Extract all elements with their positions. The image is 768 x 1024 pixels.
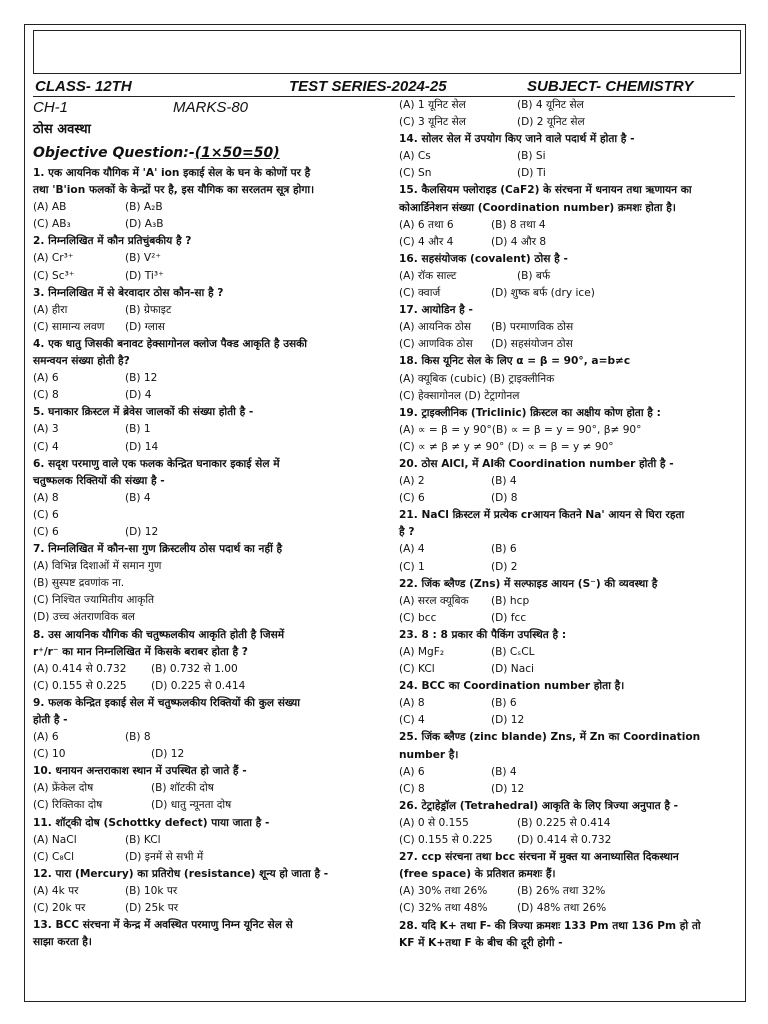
- option-a: (C) 3 यूनिट सेल: [399, 116, 466, 129]
- option-row: [399, 388, 739, 405]
- question-text: [33, 233, 393, 250]
- option-row: [399, 593, 739, 610]
- subject-label: SUBJECT- CHEMISTRY: [527, 78, 694, 95]
- option-row: [399, 541, 739, 558]
- option-row: [33, 370, 393, 387]
- option-a: (C) 4 और 4: [399, 235, 454, 248]
- line-text: 7. निम्नलिखित में कौन-सा गुण क्रिस्टलीय ठोस पदार्थ का नहीं है: [33, 543, 283, 556]
- option-b: (D) Ti³⁺: [125, 269, 164, 282]
- line-text: 17. आयोडिन है -: [399, 304, 473, 317]
- option-a: (C) 6: [33, 525, 59, 538]
- question-text: [399, 405, 739, 422]
- line-text: 26. टेट्राहेड्रॉल (Tetrahedral) आकृति के लिए त्रिज्या अनुपात है -: [399, 799, 679, 812]
- line-text: (A) ∝ = β = y 90°(B) ∝ = β = y = 90°, β≠ 90°: [399, 423, 642, 436]
- option-row: [399, 559, 739, 576]
- objective-heading: [33, 141, 393, 165]
- option-a: (A) 1 यूनिट सेल: [399, 99, 466, 111]
- line-text: (A) विभिन्न दिशाओं में समान गुण: [33, 560, 162, 573]
- option-b: (B) 0.732 से 1.00: [151, 662, 238, 675]
- option-b: (D) 0.414 से 0.732: [517, 834, 612, 847]
- line-text: 12. पारा (Mercury) का प्रतिरोध (resistance) शून्य हो जाता है -: [33, 867, 329, 880]
- line-text: KF में K+तथा F के बीच की दूरी होगी -: [399, 936, 563, 949]
- option-b: (D) ग्लास: [125, 320, 165, 333]
- line-text: 8. उस आयनिक यौगिक की चतुष्फलकीय आकृति होती है जिसमें: [33, 628, 285, 641]
- option-row: [399, 815, 739, 832]
- option-row: [33, 609, 393, 626]
- option-row: [33, 490, 393, 507]
- question-text: [33, 917, 393, 934]
- option-b: (B) 4: [125, 491, 151, 504]
- option-a: (A) 4: [399, 543, 425, 556]
- option-a: (C) 32% तथा 48%: [399, 902, 488, 915]
- option-b: (D) 12: [151, 748, 185, 761]
- option-row: [399, 234, 739, 251]
- question-text: [33, 934, 393, 951]
- option-row: [399, 644, 739, 661]
- option-b: (B) A₂B: [125, 201, 163, 214]
- line-text: है ?: [399, 526, 415, 539]
- option-row: [33, 268, 393, 285]
- line-text: होती है -: [33, 714, 68, 726]
- line-text: r⁺/r⁻ का मान निम्नलिखित में किसके बराबर होता है ?: [33, 645, 248, 658]
- option-row: [399, 900, 739, 917]
- option-b: (D) 2 यूनिट सेल: [517, 116, 585, 129]
- option-a: (A) 0.414 से 0.732: [33, 662, 127, 675]
- line-text: 23. 8 : 8 प्रकार की पैकिंग उपस्थित है :: [399, 628, 567, 641]
- option-a: (C) 0.155 से 0.225: [399, 834, 493, 847]
- option-b: (D) 0.225 से 0.414: [151, 679, 246, 692]
- option-row: [33, 302, 393, 319]
- option-row: [399, 148, 739, 165]
- option-b: (B) 6: [491, 543, 517, 556]
- question-text: [33, 182, 393, 199]
- option-row: [33, 507, 393, 524]
- option-a: (A) MgF₂: [399, 646, 445, 658]
- option-a: (A) 8: [399, 697, 425, 710]
- option-b: (B) 4: [491, 475, 517, 488]
- question-text: [33, 712, 393, 729]
- option-a: (A) 6: [399, 765, 425, 778]
- option-b: (D) 25k पर: [125, 902, 179, 915]
- option-b: (D) 2: [491, 560, 518, 573]
- option-a: (A) NaCl: [33, 833, 77, 846]
- option-b: (D) 48% तथा 26%: [517, 902, 607, 915]
- option-a: (C) 1: [399, 560, 425, 573]
- line-text: (A) क्यूबिक (cubic) (B) ट्राइक्लीनिक: [399, 372, 555, 385]
- question-text: [399, 251, 739, 268]
- line-text: 5. घनाकार क्रिस्टल में ब्रेवेस जालकों की संख्या होती है -: [33, 406, 254, 419]
- line-text: 11. शॉट्‌की दोष (Schottky defect) पाया जाता है -: [33, 816, 270, 829]
- option-b: (D) 12: [491, 782, 525, 795]
- line-text: 22. जिंक ब्लैण्ड (Zns) में सल्फाइड आयन (S⁻) की व्यवस्था है: [399, 577, 658, 590]
- chapter-row: [33, 97, 393, 119]
- objective-marks: (1×50=50): [194, 145, 280, 161]
- option-b: (D) fcc: [491, 611, 527, 624]
- line-text: 28. यदि K+ तथा F- की त्रिज्या क्रमशः 133 Pm तथा 136 Pm हो तो: [399, 919, 701, 932]
- question-text: [399, 627, 739, 644]
- option-row: [399, 371, 739, 388]
- option-row: [33, 900, 393, 917]
- line-text: (C) 6: [33, 508, 59, 521]
- line-text: चतुष्फलक रिक्तियों की संख्या है -: [33, 474, 165, 487]
- option-a: (C) KCl: [399, 663, 435, 676]
- line-text: 24. BCC का Coordination number होता है।: [399, 680, 625, 693]
- option-a: (C) Sn: [399, 167, 432, 180]
- option-a: (C) 4: [399, 714, 425, 727]
- option-row: [33, 661, 393, 678]
- option-b: (D) 12: [491, 714, 525, 727]
- option-b: (B) बर्फ: [517, 269, 551, 282]
- option-row: [33, 832, 393, 849]
- question-text: [399, 353, 739, 370]
- line-text: (C) हेक्सागोनल (D) टेट्रागोनल: [399, 389, 520, 402]
- option-row: [33, 199, 393, 216]
- option-a: (C) C₈Cl: [33, 850, 75, 863]
- question-text: [399, 849, 739, 866]
- option-b: (D) इनमें से सभी में: [125, 850, 204, 863]
- question-text: [33, 285, 393, 302]
- line-text: (free space) के प्रतिशत क्रमशः हैं।: [399, 868, 556, 881]
- option-b: (B) परमाणविक ठोस: [491, 321, 574, 334]
- option-b: (B) 8 तथा 4: [491, 218, 546, 231]
- line-text: 2. निम्नलिखित में कौन प्रतिचुंबकीय है ?: [33, 235, 192, 248]
- line-text: 20. ठोस AlCl, में Alकी Coordination number होती है -: [399, 457, 674, 470]
- line-text: (D) उच्च अंतराणविक बल: [33, 611, 135, 624]
- option-a: (A) फ्रेंकेल दोष: [33, 782, 94, 795]
- question-text: [33, 541, 393, 558]
- question-text: [399, 747, 739, 764]
- option-b: (B) CₛCL: [491, 646, 535, 658]
- option-row: [399, 610, 739, 627]
- option-b: (B) ग्रेफाइट: [125, 303, 172, 316]
- option-a: (C) सामान्य लवण: [33, 320, 105, 333]
- line-text: 10. धनायन अन्तराकाश स्थान में उपस्थित हो जाते हैं -: [33, 765, 247, 778]
- line-text: 9. फलक केन्द्रित इकाई सेल में चतुष्फलकीय रिक्तियों की कुल संख्या: [33, 696, 300, 709]
- option-b: (B) 0.225 से 0.414: [517, 816, 611, 829]
- question-text: [399, 456, 739, 473]
- option-b: (B) 10k पर: [125, 884, 178, 897]
- option-a: (A) Cs: [399, 150, 431, 163]
- question-text: [33, 627, 393, 644]
- option-row: [33, 319, 393, 336]
- option-row: [399, 97, 739, 114]
- line-text: 13. BCC संरचना में केन्द्र में अवस्थित परमाणु निम्न यूनिट सेल से: [33, 919, 293, 932]
- question-text: [399, 678, 739, 695]
- option-row: [399, 490, 739, 507]
- option-row: [399, 319, 739, 336]
- option-row: [33, 421, 393, 438]
- option-a: (A) AB: [33, 201, 67, 214]
- option-a: (C) 8: [399, 782, 425, 795]
- option-a: (C) रिक्तिका दोष: [33, 799, 103, 812]
- question-text: [33, 404, 393, 421]
- option-b: (B) 26% तथा 32%: [517, 885, 606, 898]
- line-text: number है।: [399, 748, 459, 761]
- line-text: 6. सदृश परमाणु वाले एक फलक केन्द्रित घनाकार इकाई सेल में: [33, 457, 280, 470]
- line-text: तथा 'B'ion फलकों के केन्द्रों पर है, इस यौगिक का सरलतम सूत्र होगा।: [33, 184, 315, 197]
- option-row: [399, 832, 739, 849]
- line-text: 1. एक आयनिक यौगिक में 'A' ion इकाई सेल के घन के कोणों पर है: [33, 167, 311, 179]
- option-a: (A) 30% तथा 26%: [399, 885, 488, 898]
- option-row: [399, 695, 739, 712]
- line-text: (C) निश्चित ज्यामितीय आकृति: [33, 594, 155, 607]
- option-row: [399, 712, 739, 729]
- line-text: कोआर्डिनेशन संख्या (Coordination number) क्रमशः होता है।: [399, 201, 676, 214]
- question-text: [399, 131, 739, 148]
- option-row: [399, 268, 739, 285]
- option-row: [33, 797, 393, 814]
- option-row: [399, 217, 739, 234]
- question-text: [399, 507, 739, 524]
- option-a: (A) 4k पर: [33, 884, 79, 897]
- question-text: [33, 815, 393, 832]
- question-text: [399, 918, 739, 935]
- option-row: [33, 575, 393, 592]
- option-a: (A) 0 से 0.155: [399, 816, 469, 829]
- question-text: [33, 695, 393, 712]
- question-text: [33, 456, 393, 473]
- option-a: (A) Cr³⁺: [33, 252, 74, 265]
- question-text: [399, 798, 739, 815]
- option-a: (C) क्वार्ज: [399, 287, 441, 300]
- line-text: (B) सुस्पष्ट द्रवणांक ना.: [33, 577, 125, 590]
- option-row: [399, 336, 739, 353]
- question-text: [399, 866, 739, 883]
- option-b: (B) Si: [517, 150, 546, 163]
- option-a: (C) Sc³⁺: [33, 269, 75, 282]
- option-a: (A) 3: [33, 423, 59, 436]
- option-row: [33, 387, 393, 404]
- line-text: 27. ccp संरचना तथा bcc संरचना में मुक्त या अनाध्यासित दिकस्थान: [399, 851, 679, 864]
- question-text: [399, 302, 739, 319]
- option-b: (D) Ti: [517, 167, 546, 180]
- option-a: (C) 4: [33, 440, 59, 453]
- option-b: (D) 4: [125, 389, 152, 402]
- option-b: (B) 8: [125, 731, 151, 744]
- objective-label: Objective Question:-: [33, 145, 195, 161]
- option-b: (D) 12: [125, 525, 159, 538]
- option-b: (D) 4 और 8: [491, 235, 547, 248]
- option-b: (B) 4: [491, 765, 517, 778]
- option-row: [399, 285, 739, 302]
- option-b: (B) 4 यूनिट सेल: [517, 99, 584, 111]
- option-row: [33, 746, 393, 763]
- option-b: (D) A₃B: [125, 218, 164, 231]
- option-a: (C) AB₃: [33, 218, 71, 231]
- option-a: (C) 20k पर: [33, 902, 86, 915]
- line-text: 25. जिंक ब्लैण्ड (zinc blande) Zns, में Zn का Coordination: [399, 731, 701, 744]
- option-row: [33, 729, 393, 746]
- option-row: [399, 114, 739, 131]
- line-text: 16. सहसंयोजक (covalent) ठोस है -: [399, 252, 568, 265]
- option-b: (D) शुष्क बर्फ (dry ice): [491, 287, 595, 300]
- option-a: (A) 6: [33, 731, 59, 744]
- question-text: [399, 182, 739, 199]
- line-text: 21. NaCl क्रिस्टल में प्रत्येक crआयन कितने Na' आयन से घिरा रहता: [399, 509, 685, 522]
- option-row: [399, 883, 739, 900]
- option-row: [33, 250, 393, 267]
- question-text: [399, 200, 739, 217]
- option-row: [399, 661, 739, 678]
- option-a: (C) 6: [399, 492, 425, 505]
- option-b: (D) 14: [125, 440, 159, 453]
- option-row: [399, 781, 739, 798]
- option-row: [33, 439, 393, 456]
- question-text: [399, 729, 739, 746]
- series-label: TEST SERIES-2024-25: [289, 78, 447, 95]
- option-b: (D) 8: [491, 492, 518, 505]
- right-column: [399, 97, 739, 952]
- question-text: [399, 935, 739, 952]
- option-b: (D) Naci: [491, 663, 534, 676]
- option-a: (C) 8: [33, 389, 59, 402]
- line-text: (C) ∝ ≠ β ≠ y ≠ 90° (D) ∝ = β = y ≠ 90°: [399, 440, 614, 453]
- line-text: 4. एक धातु जिसकी बनावट हेक्सागोनल क्लोज पैक्ड आकृति है उसकी: [33, 337, 308, 350]
- option-row: [399, 439, 739, 456]
- question-text: [33, 353, 393, 370]
- line-text: 3. निम्नलिखित में से बेरवादार ठोस कौन-सा है ?: [33, 286, 224, 299]
- question-text: [33, 336, 393, 353]
- option-row: [33, 883, 393, 900]
- line-text: 15. कैलसियम फ्लोराइड (CaF2) के संरचना में धनायन तथा ऋणायन का: [399, 184, 692, 197]
- option-row: [33, 678, 393, 695]
- line-text: 14. सोलर सेल में उपयोग किए जाने वाले पदार्थ में होता है -: [399, 133, 635, 146]
- option-a: (C) 0.155 से 0.225: [33, 679, 127, 692]
- option-b: (B) 12: [125, 372, 158, 385]
- option-a: (A) 2: [399, 475, 425, 488]
- option-b: (D) सहसंयोजन ठोस: [491, 338, 573, 351]
- option-row: [399, 422, 739, 439]
- option-b: (D) धातु न्यूनता दोष: [151, 799, 232, 812]
- header-box: [33, 30, 741, 74]
- option-b: (B) 1: [125, 423, 151, 436]
- option-a: (A) आयनिक ठोस: [399, 321, 472, 334]
- option-row: [33, 558, 393, 575]
- question-text: [33, 165, 393, 182]
- question-text: [399, 576, 739, 593]
- option-a: (A) सरल क्यूबिक: [399, 594, 469, 607]
- option-a: (A) 6 तथा 6: [399, 218, 454, 231]
- option-a: (C) bcc: [399, 611, 437, 624]
- exam-header: [35, 78, 735, 96]
- line-text: 19. ट्राइक्लीनिक (Triclinic) क्रिस्टल का अक्षीय कोण होता है :: [399, 406, 661, 419]
- topic-title: ठोस अवस्था: [33, 122, 91, 137]
- option-row: [33, 849, 393, 866]
- option-b: (B) hcp: [491, 594, 530, 607]
- option-b: (B) KCl: [125, 833, 161, 846]
- option-b: (B) 6: [491, 697, 517, 710]
- line-text: समन्वयन संख्या होती है?: [33, 355, 130, 368]
- option-a: (A) रॉक साल्ट: [399, 269, 457, 282]
- chapter-label: CH-1: [33, 99, 69, 116]
- option-a: (C) आणविक ठोस: [399, 338, 473, 351]
- line-text: साझा करता है।: [33, 936, 92, 949]
- question-text: [33, 866, 393, 883]
- left-questions: [33, 165, 393, 951]
- option-a: (A) 8: [33, 491, 59, 504]
- option-b: (B) शॉटकी दोष: [151, 782, 214, 795]
- question-text: [33, 473, 393, 490]
- option-row: [399, 473, 739, 490]
- class-label: CLASS- 12TH: [35, 78, 132, 95]
- option-a: (A) हीरा: [33, 303, 68, 316]
- option-row: [33, 216, 393, 233]
- option-row: [33, 592, 393, 609]
- line-text: 18. किस यूनिट सेल के लिए α = β = 90°, a=b≠c: [399, 355, 631, 368]
- question-text: [399, 524, 739, 541]
- marks-label: MARKS-80: [173, 99, 249, 116]
- question-text: [33, 644, 393, 661]
- right-questions: [399, 97, 739, 952]
- option-row: [399, 764, 739, 781]
- option-row: [33, 524, 393, 541]
- question-text: [33, 763, 393, 780]
- left-column: [33, 97, 393, 951]
- option-b: (B) V²⁺: [125, 252, 161, 265]
- option-row: [33, 780, 393, 797]
- option-row: [399, 165, 739, 182]
- option-a: (A) 6: [33, 372, 59, 385]
- option-a: (C) 10: [33, 748, 66, 761]
